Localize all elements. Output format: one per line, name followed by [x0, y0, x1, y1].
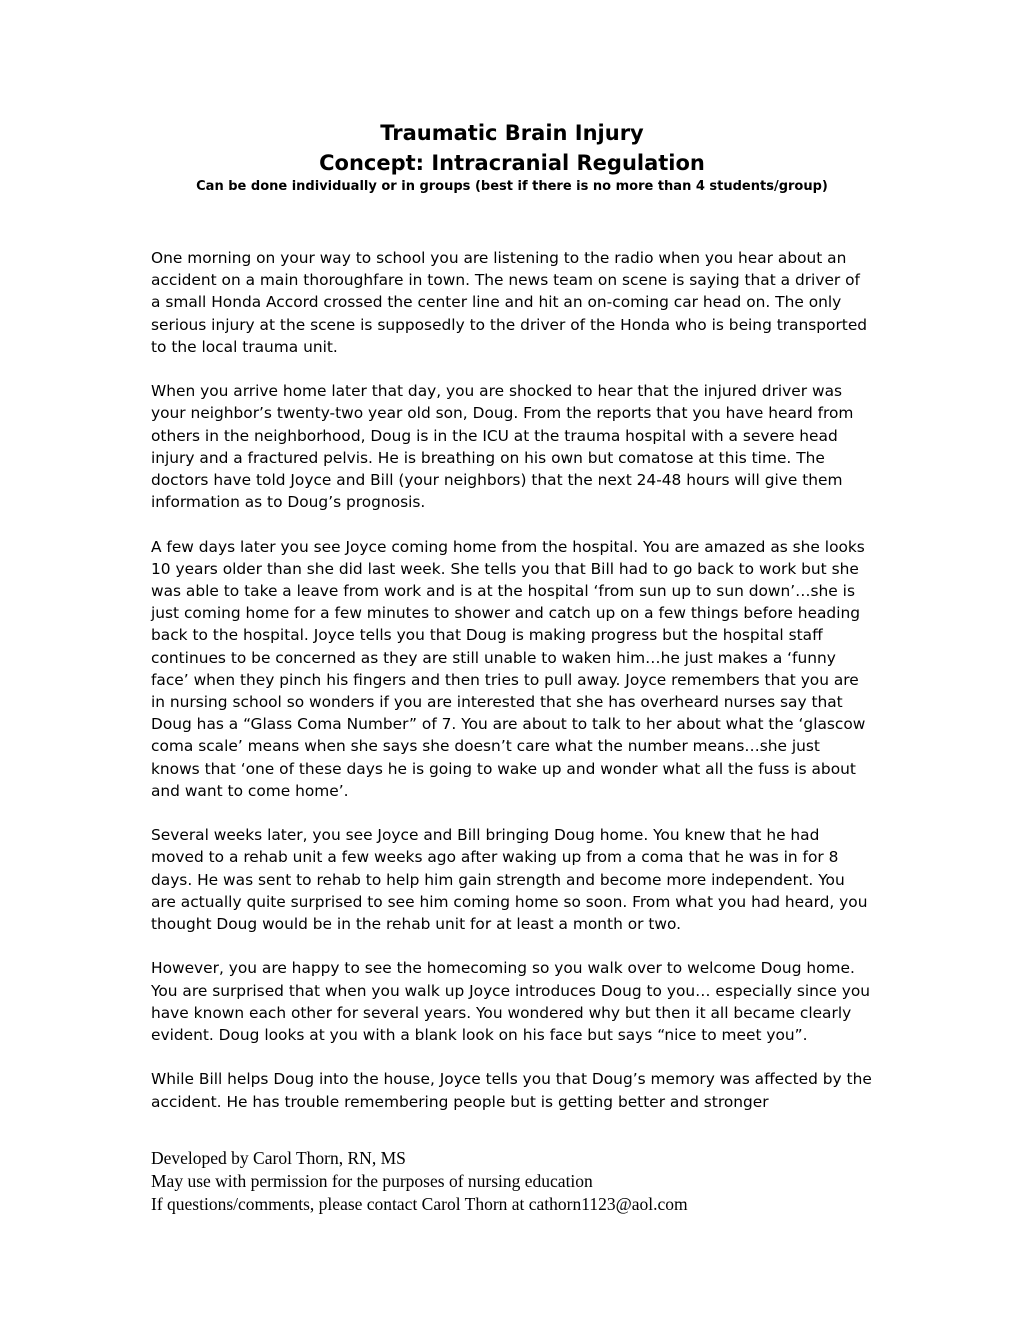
paragraph-6: While Bill helps Doug into the house, Joyce tells you that Doug’s memory was affected by the accident. He has trouble remembering people but is getting better and stronger — [151, 1070, 872, 1111]
paragraph-3: A few days later you see Joyce coming home from the hospital. You are amazed as she looks 10 years older than she did last week. She tells you that Bill had to go back to work but she was able to take a leave from work and is at the hospital ‘from sun up to sun down’…she is just coming home for a few minutes to shower and catch up on a few things before heading back to the hospital. Joyce tells you that Doug is making progress but the hospital staff continues to be concerned as they are still unable to waken him…he just makes a ‘funny face’ when they pinch his fingers and then tries to pull away. Joyce remembers that you are in nursing school so wonders if you are interested that she has overheard nurses say that Doug has a “Glass Coma Number” of 7. You are about to talk to her about what the ‘glascow coma scale’ means when she says she doesn’t care what the number means…she just knows that ‘one of these days he is going to wake up and wonder what all the fuss is about and want to come home’. — [151, 537, 866, 800]
document-header — [151, 118, 873, 196]
case-study-body — [151, 247, 873, 1113]
page-footer — [151, 1147, 873, 1216]
footer-author: Developed by Carol Thorn, RN, MS — [151, 1148, 406, 1168]
paragraph-1: One morning on your way to school you are listening to the radio when you hear about an accident on a main thoroughfare in town. The news team on scene is saying that a driver of a small Honda Accord crossed the center line and hit an on-coming car head on. The only serious injury at the scene is supposedly to the driver of the Honda who is being transported to the local trauma unit. — [151, 249, 868, 356]
document-title: Traumatic Brain Injury — [380, 121, 644, 145]
paragraph-4: Several weeks later, you see Joyce and Bill bringing Doug home. You knew that he had moved to a rehab unit a few weeks ago after waking up from a coma that he was in for 8 days. He was sent to rehab to help him gain strength and become more independent. You are actually quite surprised to see him coming home so soon. From what you had heard, you thought Doug would be in the rehab unit for at least a month or two. — [151, 826, 868, 934]
paragraph-5: However, you are happy to see the homecoming so you walk over to welcome Doug home. You are surprised that when you walk up Joyce introduces Doug to you… especially since you have known each other for several years. You wondered why but then it all became clearly evident. Doug looks at you with a blank look on his face but says “nice to meet you”. — [151, 959, 871, 1045]
footer-permission: May use with permission for the purposes of nursing education — [151, 1171, 593, 1191]
header-block — [151, 118, 873, 196]
instructions-subtitle: Can be done individually or in groups (best if there is no more than 4 students/group) — [196, 179, 828, 194]
paragraph-2: When you arrive home later that day, you are shocked to hear that the injured driver was your neighbor’s twenty-two year old son, Doug. From the reports that you have heard from others in the neighborhood, Doug is in the ICU at the trauma hospital with a severe head injury and a fractured pelvis. He is breathing on his own but comatose at this time. The doctors have told Joyce and Bill (your neighbors) that the next 24-48 hours will give them information as to Doug’s prognosis. — [151, 382, 854, 512]
footer-contact: If questions/comments, please contact Carol Thorn at cathorn1123@aol.com — [151, 1194, 688, 1214]
concept-heading: Concept: Intracranial Regulation — [319, 151, 705, 175]
